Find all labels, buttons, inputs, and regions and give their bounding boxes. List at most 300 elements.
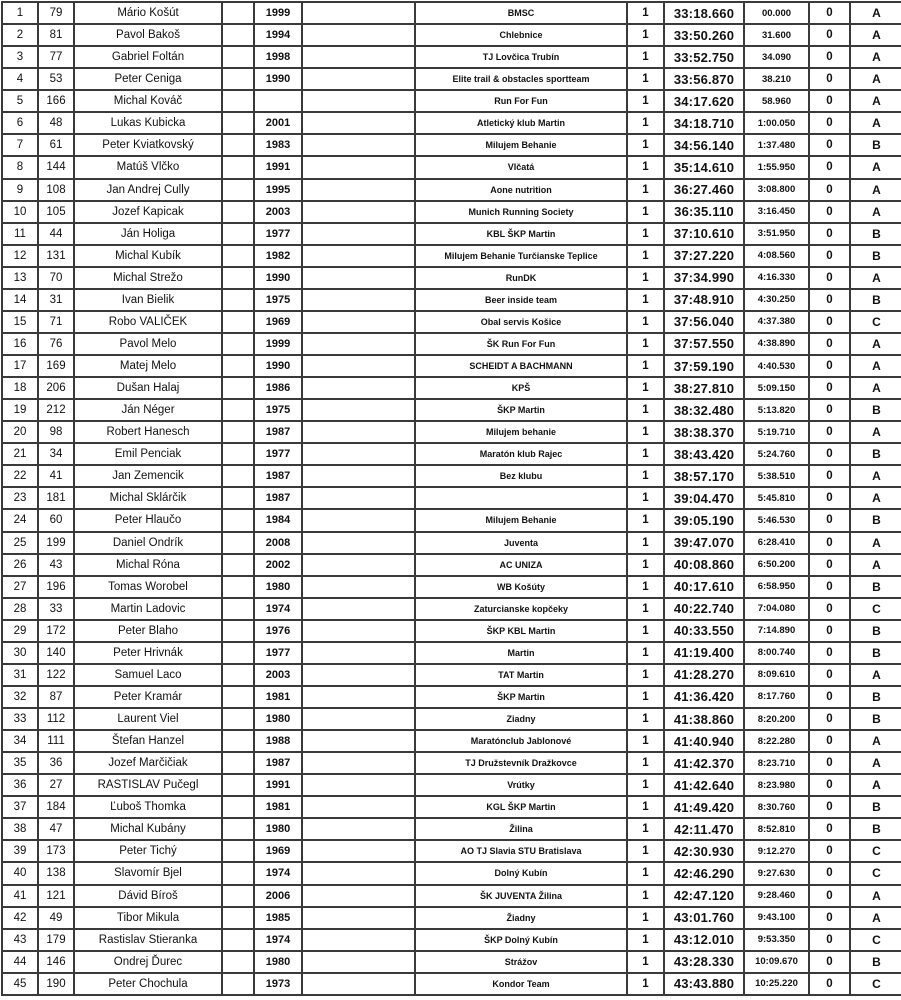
blank-cell [222,620,254,642]
laps-cell: 1 [627,885,664,907]
table-row [2,509,901,531]
category-cell: A [850,532,901,554]
category-cell: A [850,201,901,223]
blank-cell [302,752,415,774]
bib-number-cell: 53 [38,68,74,90]
bib-number-cell: 144 [38,156,74,178]
birth-year-cell: 1990 [254,355,302,377]
gap-cell: 6:50.200 [744,554,809,576]
gap-cell: 3:08.800 [744,179,809,201]
blank-cell [222,929,254,951]
blank-cell [222,598,254,620]
gap-cell: 3:51.950 [744,223,809,245]
blank-cell [302,443,415,465]
position-cell: 32 [2,686,38,708]
gap-cell: 5:19.710 [744,421,809,443]
bib-number-cell: 121 [38,885,74,907]
blank-cell [302,421,415,443]
time-cell: 36:27.460 [664,179,744,201]
position-cell: 42 [2,907,38,929]
laps-cell: 1 [627,576,664,598]
gap-cell: 6:28.410 [744,532,809,554]
laps-cell: 1 [627,730,664,752]
blank-cell [302,289,415,311]
position-cell: 8 [2,156,38,178]
birth-year-cell: 1975 [254,399,302,421]
time-cell: 35:14.610 [664,156,744,178]
club-cell: Žilina [415,818,627,840]
birth-year-cell: 1980 [254,708,302,730]
table-row [2,840,901,862]
penalty-cell: 0 [809,885,850,907]
blank-cell [302,377,415,399]
time-cell: 37:10.610 [664,223,744,245]
table-row [2,708,901,730]
laps-cell: 1 [627,664,664,686]
laps-cell: 1 [627,840,664,862]
blank-cell [302,267,415,289]
category-cell: C [850,973,901,995]
gap-cell: 00.000 [744,2,809,24]
blank-cell [302,686,415,708]
table-row [2,421,901,443]
position-cell: 43 [2,929,38,951]
penalty-cell: 0 [809,223,850,245]
category-cell: B [850,223,901,245]
birth-year-cell: 1969 [254,311,302,333]
table-row [2,465,901,487]
table-row [2,333,901,355]
bib-number-cell: 60 [38,509,74,531]
laps-cell: 1 [627,818,664,840]
birth-year-cell: 2003 [254,201,302,223]
birth-year-cell: 1977 [254,223,302,245]
blank-cell [302,90,415,112]
time-cell: 33:56.870 [664,68,744,90]
race-results-table [1,1,901,996]
gap-cell: 5:46.530 [744,509,809,531]
runner-name-cell: Laurent Viel [74,708,222,730]
laps-cell: 1 [627,201,664,223]
table-row [2,598,901,620]
bib-number-cell: 70 [38,267,74,289]
runner-name-cell: Lukas Kubicka [74,112,222,134]
time-cell: 36:35.110 [664,201,744,223]
bib-number-cell: 81 [38,24,74,46]
club-cell: KGL ŠKP Martin [415,796,627,818]
category-cell: B [850,818,901,840]
position-cell: 44 [2,951,38,973]
position-cell: 27 [2,576,38,598]
laps-cell: 1 [627,311,664,333]
blank-cell [302,929,415,951]
time-cell: 42:30.930 [664,840,744,862]
blank-cell [302,708,415,730]
club-cell: Aone nutrition [415,179,627,201]
position-cell: 5 [2,90,38,112]
runner-name-cell: Daniel Ondrík [74,532,222,554]
blank-cell [222,774,254,796]
club-cell: Obal servis Košice [415,311,627,333]
category-cell: B [850,708,901,730]
blank-cell [222,487,254,509]
blank-cell [222,951,254,973]
blank-cell [222,509,254,531]
gap-cell: 10:09.670 [744,951,809,973]
birth-year-cell: 1987 [254,421,302,443]
position-cell: 40 [2,862,38,884]
category-cell: A [850,267,901,289]
bib-number-cell: 173 [38,840,74,862]
blank-cell [222,2,254,24]
laps-cell: 1 [627,907,664,929]
birth-year-cell: 1980 [254,951,302,973]
bib-number-cell: 98 [38,421,74,443]
blank-cell [302,134,415,156]
bib-number-cell: 33 [38,598,74,620]
laps-cell: 1 [627,179,664,201]
time-cell: 41:42.370 [664,752,744,774]
time-cell: 38:57.170 [664,465,744,487]
club-cell: Chlebnice [415,24,627,46]
table-row [2,156,901,178]
blank-cell [222,862,254,884]
club-cell: ŠKP Martin [415,686,627,708]
birth-year-cell: 1990 [254,68,302,90]
birth-year-cell: 1987 [254,752,302,774]
runner-name-cell: Štefan Hanzel [74,730,222,752]
penalty-cell: 0 [809,664,850,686]
blank-cell [222,730,254,752]
blank-cell [302,355,415,377]
bib-number-cell: 47 [38,818,74,840]
runner-name-cell: Tibor Mikula [74,907,222,929]
penalty-cell: 0 [809,929,850,951]
club-cell: Bez klubu [415,465,627,487]
runner-name-cell: Matej Melo [74,355,222,377]
birth-year-cell: 2002 [254,554,302,576]
club-cell: Vlčatá [415,156,627,178]
bib-number-cell: 108 [38,179,74,201]
laps-cell: 1 [627,686,664,708]
time-cell: 37:57.550 [664,333,744,355]
category-cell: A [850,487,901,509]
birth-year-cell: 1981 [254,686,302,708]
gap-cell: 4:37.380 [744,311,809,333]
runner-name-cell: Ivan Bielik [74,289,222,311]
club-cell: TJ Lovčica Trubín [415,46,627,68]
penalty-cell: 0 [809,532,850,554]
club-cell: KPŠ [415,377,627,399]
table-row [2,554,901,576]
category-cell: B [850,576,901,598]
penalty-cell: 0 [809,90,850,112]
position-cell: 35 [2,752,38,774]
bib-number-cell: 61 [38,134,74,156]
category-cell: B [850,796,901,818]
table-row [2,532,901,554]
blank-cell [222,664,254,686]
bib-number-cell: 146 [38,951,74,973]
laps-cell: 1 [627,134,664,156]
birth-year-cell: 1999 [254,2,302,24]
runner-name-cell: Jan Andrej Cully [74,179,222,201]
blank-cell [222,245,254,267]
blank-cell [222,68,254,90]
penalty-cell: 0 [809,973,850,995]
birth-year-cell: 1974 [254,598,302,620]
bib-number-cell: 76 [38,333,74,355]
blank-cell [302,554,415,576]
blank-cell [302,68,415,90]
blank-cell [222,311,254,333]
runner-name-cell: Samuel Laco [74,664,222,686]
club-cell: Milujem Behanie [415,134,627,156]
runner-name-cell: Jozef Kapicak [74,201,222,223]
time-cell: 38:38.370 [664,421,744,443]
table-row [2,752,901,774]
blank-cell [302,156,415,178]
table-row [2,774,901,796]
blank-cell [222,532,254,554]
runner-name-cell: Mário Košút [74,2,222,24]
laps-cell: 1 [627,112,664,134]
club-cell: Dolný Kubín [415,862,627,884]
runner-name-cell: Robert Hanesch [74,421,222,443]
table-row [2,487,901,509]
position-cell: 29 [2,620,38,642]
category-cell: A [850,46,901,68]
time-cell: 38:27.810 [664,377,744,399]
table-row [2,951,901,973]
time-cell: 37:34.990 [664,267,744,289]
results-tbody [2,2,901,995]
blank-cell [222,840,254,862]
blank-cell [302,576,415,598]
birth-year-cell: 2001 [254,112,302,134]
gap-cell: 58.960 [744,90,809,112]
laps-cell: 1 [627,46,664,68]
penalty-cell: 0 [809,377,850,399]
birth-year-cell: 1977 [254,443,302,465]
bib-number-cell: 172 [38,620,74,642]
bib-number-cell: 131 [38,245,74,267]
gap-cell: 10:25.220 [744,973,809,995]
laps-cell: 1 [627,156,664,178]
laps-cell: 1 [627,333,664,355]
runner-name-cell: Jan Zemencik [74,465,222,487]
birth-year-cell: 1984 [254,509,302,531]
blank-cell [302,951,415,973]
blank-cell [302,532,415,554]
runner-name-cell: Michal Róna [74,554,222,576]
time-cell: 43:28.330 [664,951,744,973]
blank-cell [302,112,415,134]
runner-name-cell: Michal Kubány [74,818,222,840]
gap-cell: 9:12.270 [744,840,809,862]
position-cell: 10 [2,201,38,223]
position-cell: 6 [2,112,38,134]
time-cell: 39:05.190 [664,509,744,531]
table-row [2,355,901,377]
runner-name-cell: RASTISLAV Pučegl [74,774,222,796]
runner-name-cell: Peter Hlaučo [74,509,222,531]
time-cell: 41:49.420 [664,796,744,818]
blank-cell [222,377,254,399]
gap-cell: 5:24.760 [744,443,809,465]
birth-year-cell: 1980 [254,818,302,840]
club-cell: Milujem Behanie Turčianske Teplice [415,245,627,267]
birth-year-cell: 2003 [254,664,302,686]
position-cell: 13 [2,267,38,289]
runner-name-cell: Peter Kramár [74,686,222,708]
penalty-cell: 0 [809,46,850,68]
penalty-cell: 0 [809,399,850,421]
penalty-cell: 0 [809,245,850,267]
table-row [2,201,901,223]
bib-number-cell: 31 [38,289,74,311]
birth-year-cell: 1987 [254,465,302,487]
blank-cell [222,686,254,708]
penalty-cell: 0 [809,333,850,355]
category-cell: A [850,907,901,929]
table-row [2,267,901,289]
time-cell: 37:27.220 [664,245,744,267]
blank-cell [302,598,415,620]
gap-cell: 4:16.330 [744,267,809,289]
category-cell: A [850,554,901,576]
gap-cell: 4:40.530 [744,355,809,377]
runner-name-cell: Ján Holiga [74,223,222,245]
position-cell: 26 [2,554,38,576]
penalty-cell: 0 [809,862,850,884]
gap-cell: 5:38.510 [744,465,809,487]
laps-cell: 1 [627,68,664,90]
position-cell: 24 [2,509,38,531]
club-cell: KBL ŠKP Martin [415,223,627,245]
position-cell: 28 [2,598,38,620]
time-cell: 40:08.860 [664,554,744,576]
club-cell: RunDK [415,267,627,289]
runner-name-cell: Slavomír Bjel [74,862,222,884]
time-cell: 40:33.550 [664,620,744,642]
club-cell: Elite trail & obstacles sportteam [415,68,627,90]
category-cell: A [850,90,901,112]
runner-name-cell: Michal Kubík [74,245,222,267]
blank-cell [222,267,254,289]
position-cell: 33 [2,708,38,730]
time-cell: 33:52.750 [664,46,744,68]
club-cell: Maratónclub Jablonové [415,730,627,752]
birth-year-cell: 1973 [254,973,302,995]
category-cell: A [850,774,901,796]
club-cell: AO TJ Slavia STU Bratislava [415,840,627,862]
penalty-cell: 0 [809,730,850,752]
blank-cell [302,399,415,421]
position-cell: 2 [2,24,38,46]
position-cell: 25 [2,532,38,554]
runner-name-cell: Ján Néger [74,399,222,421]
position-cell: 34 [2,730,38,752]
club-cell: Martin [415,642,627,664]
bib-number-cell: 34 [38,443,74,465]
blank-cell [222,907,254,929]
bib-number-cell: 48 [38,112,74,134]
table-row [2,862,901,884]
laps-cell: 1 [627,708,664,730]
blank-cell [222,818,254,840]
table-row [2,24,901,46]
club-cell: ŠKP Martin [415,399,627,421]
blank-cell [222,112,254,134]
blank-cell [222,355,254,377]
bib-number-cell: 71 [38,311,74,333]
bib-number-cell: 181 [38,487,74,509]
runner-name-cell: Peter Blaho [74,620,222,642]
birth-year-cell: 1977 [254,642,302,664]
table-row [2,973,901,995]
gap-cell: 38.210 [744,68,809,90]
runner-name-cell: Robo VALIČEK [74,311,222,333]
position-cell: 45 [2,973,38,995]
birth-year-cell: 1999 [254,333,302,355]
penalty-cell: 0 [809,796,850,818]
time-cell: 41:42.640 [664,774,744,796]
penalty-cell: 0 [809,267,850,289]
blank-cell [222,554,254,576]
category-cell: A [850,68,901,90]
table-row [2,818,901,840]
gap-cell: 34.090 [744,46,809,68]
category-cell: A [850,465,901,487]
laps-cell: 1 [627,289,664,311]
table-row [2,642,901,664]
table-row [2,112,901,134]
birth-year-cell: 1991 [254,156,302,178]
penalty-cell: 0 [809,2,850,24]
category-cell: A [850,112,901,134]
runner-name-cell: Jozef Marčičiak [74,752,222,774]
gap-cell: 8:23.710 [744,752,809,774]
blank-cell [222,421,254,443]
laps-cell: 1 [627,598,664,620]
penalty-cell: 0 [809,201,850,223]
table-row [2,245,901,267]
gap-cell: 8:23.980 [744,774,809,796]
table-row [2,664,901,686]
club-cell: Maratón klub Rajec [415,443,627,465]
position-cell: 31 [2,664,38,686]
laps-cell: 1 [627,223,664,245]
table-row [2,90,901,112]
position-cell: 20 [2,421,38,443]
birth-year-cell: 1969 [254,840,302,862]
blank-cell [222,24,254,46]
club-cell: Kondor Team [415,973,627,995]
category-cell: B [850,245,901,267]
club-cell [415,487,627,509]
time-cell: 42:11.470 [664,818,744,840]
category-cell: C [850,929,901,951]
table-row [2,796,901,818]
table-row [2,620,901,642]
penalty-cell: 0 [809,774,850,796]
runner-name-cell: Ľuboš Thomka [74,796,222,818]
laps-cell: 1 [627,620,664,642]
penalty-cell: 0 [809,686,850,708]
birth-year-cell: 1990 [254,267,302,289]
table-row [2,907,901,929]
